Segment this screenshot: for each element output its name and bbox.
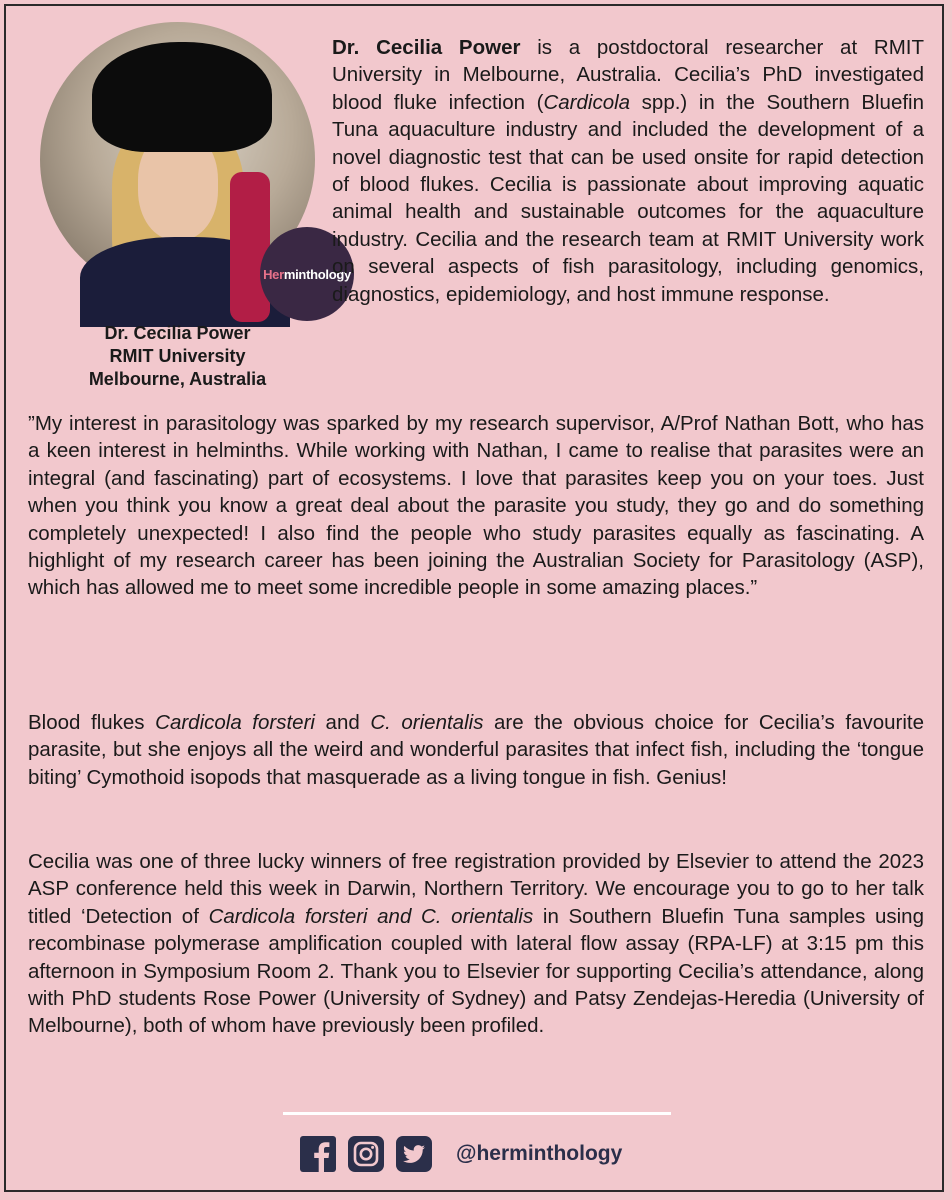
intro-italic-1: Cardicola	[543, 90, 631, 114]
instagram-icon[interactable]	[348, 1136, 384, 1172]
twitter-icon[interactable]	[396, 1136, 432, 1172]
favourite-parasite-paragraph	[28, 709, 924, 791]
caption-location: Melbourne, Australia	[88, 369, 267, 389]
photo-graduation-hat	[92, 42, 272, 152]
fav-text-3: are the obvious choice for Cecilia’s favourite parasite, but she enjoys all the weird and wonderful parasites that infect fish, including the ‘tongue biting’ Cymothoid isopods that masquerade as a living tongue in fish. Genius!	[28, 711, 925, 789]
intro-text-2: spp.) in the Southern Bluefin Tuna aquaculture industry and included the development of a novel diagnostic test that can be used onsite for rapid detection of blood flukes. Cecilia is passionate about improving aquatic animal health and sustainable outcomes for the aquaculture industry. Cecilia and the research team at RMIT University work on several aspects of fish parasitology, including genomics, diagnostics, epidemiology, and host immune response.	[332, 90, 925, 306]
photo-gown-trim	[230, 172, 270, 322]
intro-name: Dr. Cecilia Power	[332, 36, 521, 59]
social-handle[interactable]: @herminthology	[456, 1142, 623, 1165]
facebook-icon[interactable]	[300, 1136, 336, 1172]
conference-paragraph	[28, 848, 924, 1040]
intro-paragraph	[332, 34, 924, 308]
photo-caption	[40, 322, 315, 391]
fav-italic-2: C. orientalis	[370, 711, 484, 734]
footer-divider	[283, 1112, 671, 1115]
conf-text-1: Cecilia was one of three lucky winners of free registration provided by Elsevier to attend the 2023 ASP conference held this week in Darwin, Northern Territory. We encourage you to go to her talk titled ‘Detection of	[28, 850, 924, 928]
fav-text-1: Blood flukes	[28, 711, 156, 734]
caption-name: Dr. Cecilia Power	[104, 323, 251, 343]
profile-photo	[40, 22, 351, 297]
quote-paragraph: ”My interest in parasitology was sparked by my research supervisor, A/Prof Nathan Bott, who has a keen interest in helminths. While working with Nathan, I came to realise that parasites were an integral (and fascinating) part of ecosystems. I love that parasites keep you on your toes. Just when you think you know a great deal about the parasite you study, they go and do something completely unexpected! I also find the people who study parasites equally as fascinating. A highlight of my research career has been joining the Australian Society for Parasitology (ASP), which has allowed me to meet some incredible people in some amazing places.”	[28, 412, 924, 600]
fav-text-2: and	[314, 711, 371, 734]
conf-text-2: in Southern Bluefin Tuna samples using recombinase polymerase amplification coupled with lateral flow assay (RPA-LF) at 3:15 pm this afternoon in Symposium Room 2. Thank you to Elsevier for supporting Cecilia’s attendance, along with PhD students Rose Power (University of Sydney) and Patsy Zendejas-Heredia (University of Melbourne), both of whom have previously been profiled.	[28, 904, 924, 1038]
conf-italic-1: Cardicola forsteri and C. orientalis	[208, 904, 534, 928]
caption-institution: RMIT University	[109, 346, 246, 366]
intro-text-1: is a postdoctoral researcher at RMIT University in Melbourne, Australia. Cecilia’s PhD investigated blood fluke infection (	[332, 36, 924, 114]
fav-italic-1: Cardicola forsteri	[155, 711, 315, 734]
logo-text: Herminthology	[263, 266, 351, 282]
social-links	[300, 1132, 622, 1176]
